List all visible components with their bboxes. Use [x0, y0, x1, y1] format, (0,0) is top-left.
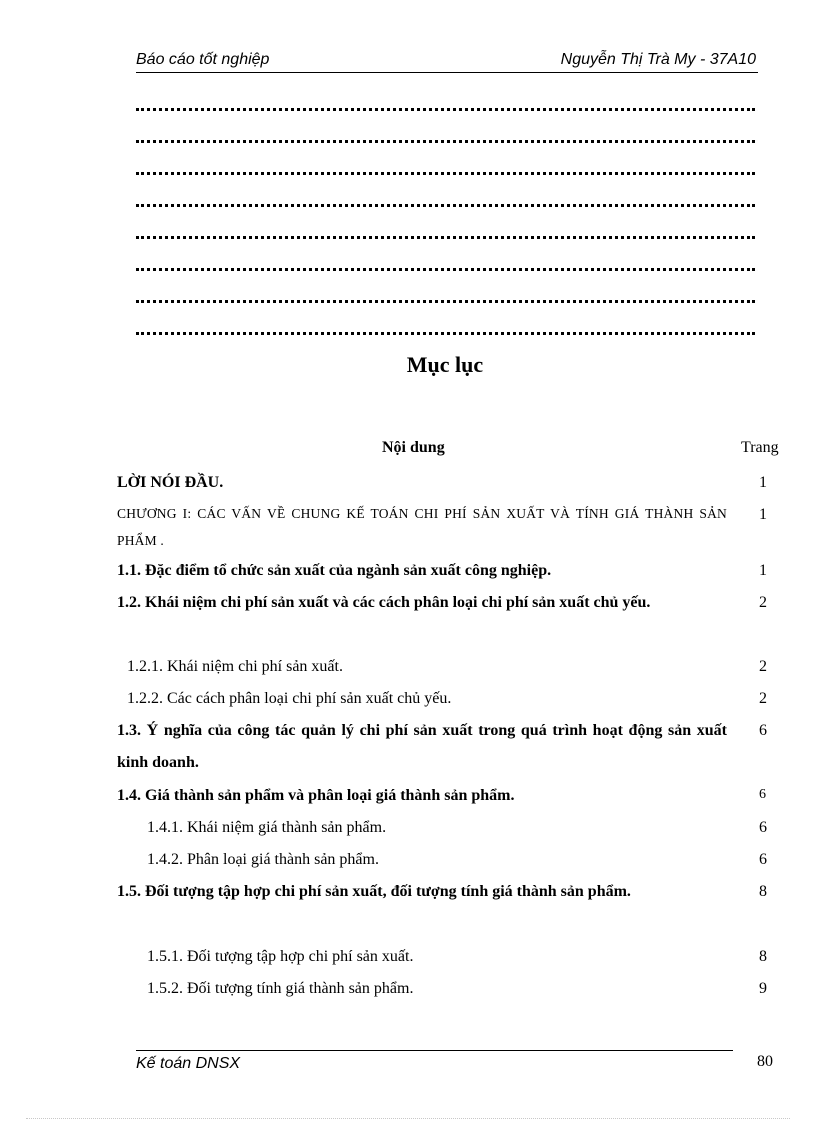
toc-column-page: Trang	[741, 439, 779, 456]
page-header	[136, 50, 758, 73]
footer-subject: Kế toán DNSX	[136, 1055, 241, 1072]
dotted-fill-line	[136, 194, 755, 207]
toc-entry-page: 2	[759, 690, 767, 707]
toc-entry-text: LỜI NÓI ĐẦU.	[117, 474, 224, 491]
toc-entry: 1.5.2. Đối tượng tính giá thành sản phẩm.	[147, 980, 414, 997]
toc-entry-page: 2	[759, 594, 767, 611]
footer-rule	[136, 1050, 733, 1051]
toc-entry-page: 6	[759, 851, 767, 868]
toc-entry-page: 1	[759, 562, 767, 579]
toc-entry-page: 2	[759, 658, 767, 675]
dotted-fill-line	[136, 226, 755, 239]
page-bottom-border	[26, 1118, 790, 1119]
toc-entry: 1.5. Đối tượng tập hợp chi phí sản xuất, đối tượng tính giá thành sản phẩm.	[117, 883, 631, 900]
dotted-fill-line	[136, 258, 755, 271]
footer-page-number: 80	[757, 1053, 773, 1070]
toc-entry: 1.4.2. Phân loại giá thành sản phẩm.	[147, 851, 379, 868]
toc-entry: 1.3. Ý nghĩa của công tác quản lý chi phí sản xuất trong quá trình hoạt động sản xuất kinh doanh.	[117, 722, 727, 771]
toc-entry-page: 8	[759, 948, 767, 965]
toc-entry-page: 6	[759, 819, 767, 836]
dotted-fill-line	[136, 98, 755, 111]
dotted-fill-line	[136, 162, 755, 175]
toc-column-content: Nội dung	[382, 439, 445, 456]
toc-entry: 1.4. Giá thành sản phẩm và phân loại giá thành sản phẩm.	[117, 787, 515, 804]
toc-entry-page: 1	[759, 506, 767, 523]
header-author: Nguyễn Thị Trà My - 37A10	[560, 51, 756, 68]
dotted-fill-line	[136, 322, 755, 335]
toc-entry: 1.2.2. Các cách phân loại chi phí sản xuất chủ yếu.	[127, 690, 452, 707]
dotted-fill-line	[136, 130, 755, 143]
header-report-title: Báo cáo tốt nghiệp	[136, 51, 270, 68]
toc-entry-page: 6	[759, 722, 767, 739]
dotted-fill-line	[136, 290, 755, 303]
toc-entry: 1.4.1. Khái niệm giá thành sản phẩm.	[147, 819, 387, 836]
toc-entry-text: 1.1. Đặc điểm tổ chức sản xuất của ngành sản xuất công nghiệp.	[117, 562, 552, 579]
toc-entry-page: 6	[759, 787, 766, 802]
toc-entry-page: 9	[759, 980, 767, 997]
toc-entry-page: 8	[759, 883, 767, 900]
toc-entry-page: 1	[759, 474, 767, 491]
toc-entry: 1.5.1. Đối tượng tập hợp chi phí sản xuất.	[147, 948, 414, 965]
toc-entry: 1.2. Khái niệm chi phí sản xuất và các cách phân loại chi phí sản xuất chủ yếu.	[117, 594, 651, 611]
toc-entry-chapter: CHƯƠNG I: CÁC VẤN VỀ CHUNG KẾ TOÁN CHI PHÍ SẢN XUẤT VÀ TÍNH GIÁ THÀNH SẢN PHẨM .	[117, 506, 727, 548]
toc-title: Mục lục	[406, 352, 484, 377]
toc-entry: 1.2.1. Khái niệm chi phí sản xuất.	[127, 658, 343, 675]
